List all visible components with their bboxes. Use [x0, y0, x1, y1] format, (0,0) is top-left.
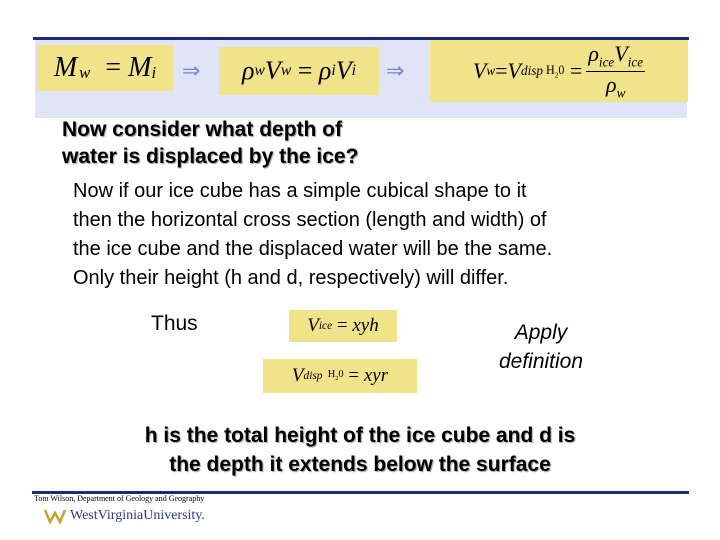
heading	[62, 116, 358, 170]
university-logo	[44, 508, 205, 524]
apply-line: definition	[498, 350, 584, 373]
apply-line: Apply	[514, 321, 568, 344]
equation-mass-balance: M w = M i	[37, 45, 173, 91]
conclusion	[60, 421, 660, 479]
equation-ice-volume: V ice = xyh	[289, 310, 397, 342]
heading-line: water is displaced by the ice?	[62, 145, 359, 168]
author-credit: Tom Wilson, Department of Geology and Geography	[34, 494, 205, 503]
body-paragraph	[73, 177, 552, 293]
equation-density-volume: ρ w V w = ρ i V i	[219, 47, 379, 95]
conclusion-line: h is the total height of the ice cube and d is	[144, 424, 576, 447]
body-line: Now if our ice cube has a simple cubical shape to it	[73, 180, 527, 202]
equation-displaced-volume: V w = V disp $H_20$ = $\frac{\rho_{ice}V_{ice}}{\rho_w}$	[430, 40, 688, 102]
arrow-right-icon: ⇒	[182, 58, 201, 83]
body-line: then the horizontal cross section (length and width) of	[73, 209, 547, 231]
conclusion-line: the depth it extends below the surface	[169, 453, 551, 476]
body-line: Only their height (h and d, respectively) will differ.	[73, 267, 509, 289]
wv-logo-icon	[44, 508, 66, 524]
apply-definition-note	[486, 318, 596, 376]
heading-line: Now consider what depth of	[62, 118, 343, 141]
thus-label: Thus	[151, 312, 198, 335]
equation-displaced-water-volume: V disp $H_20$ = xyr	[263, 359, 417, 393]
logo-text: WestVirginiaUniversity.	[70, 508, 205, 523]
body-line: the ice cube and the displaced water will be the same.	[73, 238, 553, 260]
arrow-right-icon: ⇒	[386, 58, 405, 83]
